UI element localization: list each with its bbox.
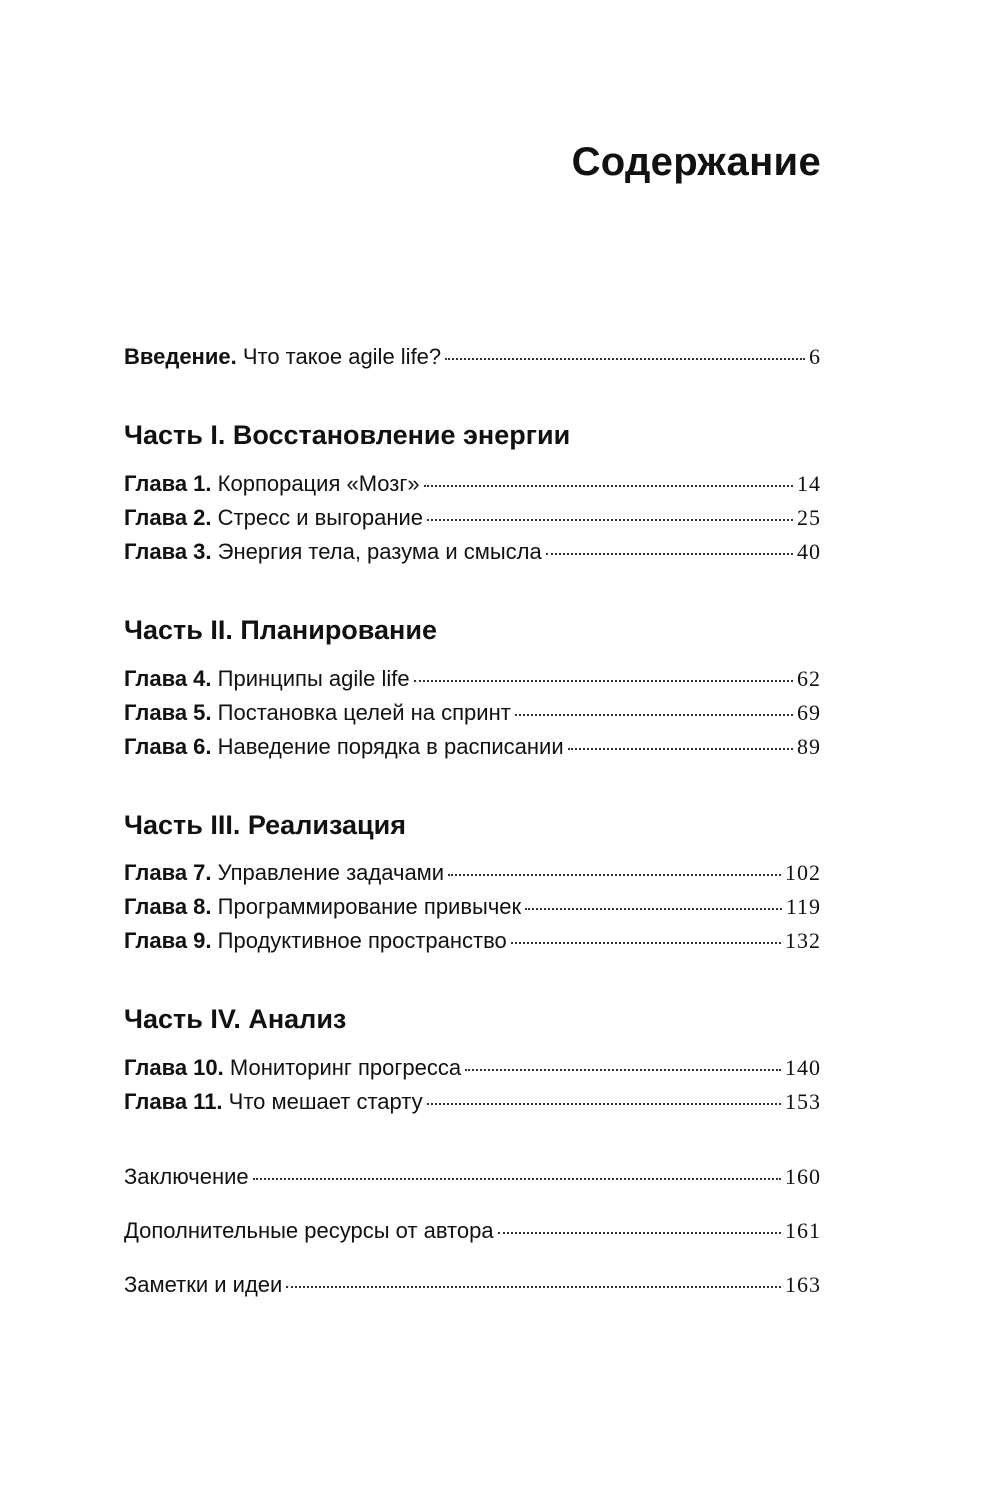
toc-entry-chapter-5[interactable] <box>124 696 821 730</box>
dot-leader <box>424 483 793 487</box>
entry-prefix: Глава 1. <box>124 471 212 496</box>
toc-entry-chapter-8[interactable] <box>124 890 821 924</box>
dot-leader <box>427 517 793 521</box>
dot-leader <box>253 1176 781 1180</box>
entry-page: 62 <box>797 666 821 691</box>
toc-entry-chapter-4[interactable] <box>124 662 821 696</box>
entry-page: 6 <box>809 344 821 369</box>
toc-entry-intro[interactable] <box>124 340 821 374</box>
toc-entry-chapter-1[interactable] <box>124 467 821 501</box>
toc-entry-resources[interactable] <box>124 1214 821 1248</box>
entry-title: Управление задачами <box>217 860 445 885</box>
dot-leader <box>525 906 782 910</box>
dot-leader <box>445 356 805 360</box>
toc-entry-chapter-3[interactable] <box>124 535 821 569</box>
entry-page: 161 <box>785 1218 821 1243</box>
entry-page: 89 <box>797 734 821 759</box>
entry-title: Постановка целей на спринт <box>217 700 511 725</box>
entry-prefix: Глава 11. <box>124 1089 223 1114</box>
entry-page: 25 <box>797 505 821 530</box>
entry-prefix: Введение. <box>124 344 237 369</box>
entry-page: 140 <box>785 1055 821 1080</box>
dot-leader <box>448 872 781 876</box>
entry-title: Дополнительные ресурсы от автора <box>124 1218 494 1243</box>
entry-prefix: Глава 4. <box>124 666 212 691</box>
toc-entry-chapter-2[interactable] <box>124 501 821 535</box>
entry-title: Что такое agile life? <box>242 344 442 369</box>
dot-leader <box>465 1067 781 1071</box>
entry-title: Заключение <box>124 1164 249 1189</box>
part-heading-1[interactable]: Часть I. Восстановление энергии <box>124 420 571 450</box>
toc-entry-chapter-6[interactable] <box>124 730 821 764</box>
entry-page: 69 <box>797 700 821 725</box>
dot-leader <box>546 551 793 555</box>
part-heading-4[interactable]: Часть IV. Анализ <box>124 1004 347 1034</box>
toc-entry-chapter-9[interactable] <box>124 924 821 958</box>
entry-page: 102 <box>785 860 821 885</box>
page-title: Содержание <box>571 140 821 184</box>
entry-title: Заметки и идеи <box>124 1272 283 1297</box>
entry-title: Принципы agile life <box>217 666 410 691</box>
part-heading-2[interactable]: Часть II. Планирование <box>124 615 437 645</box>
part-heading-3[interactable]: Часть III. Реализация <box>124 810 406 840</box>
dot-leader <box>286 1284 781 1288</box>
entry-title: Наведение порядка в расписании <box>217 734 564 759</box>
entry-page: 163 <box>785 1272 821 1297</box>
entry-page: 153 <box>785 1089 821 1114</box>
dot-leader <box>515 712 793 716</box>
dot-leader <box>498 1230 781 1234</box>
toc-entry-chapter-10[interactable] <box>124 1051 821 1085</box>
dot-leader <box>511 940 781 944</box>
dot-leader <box>414 678 793 682</box>
entry-prefix: Глава 3. <box>124 539 212 564</box>
entry-prefix: Глава 2. <box>124 505 212 530</box>
entry-prefix: Глава 10. <box>124 1055 224 1080</box>
entry-prefix: Глава 7. <box>124 860 212 885</box>
entry-page: 119 <box>785 894 821 919</box>
entry-title: Энергия тела, разума и смысла <box>217 539 542 564</box>
entry-page: 132 <box>785 928 821 953</box>
entry-title: Что мешает старту <box>228 1089 423 1114</box>
entry-page: 160 <box>785 1164 821 1189</box>
entry-page: 40 <box>797 539 821 564</box>
dot-leader <box>427 1101 781 1105</box>
toc-entry-chapter-11[interactable] <box>124 1085 821 1119</box>
entry-title: Стресс и выгорание <box>217 505 424 530</box>
entry-page: 14 <box>797 471 821 496</box>
entry-title: Программирование привычек <box>217 894 522 919</box>
entry-title: Продуктивное пространство <box>217 928 507 953</box>
toc-entry-conclusion[interactable] <box>124 1160 821 1194</box>
entry-title: Мониторинг прогресса <box>229 1055 462 1080</box>
entry-prefix: Глава 6. <box>124 734 212 759</box>
entry-prefix: Глава 5. <box>124 700 212 725</box>
entry-prefix: Глава 9. <box>124 928 212 953</box>
entry-prefix: Глава 8. <box>124 894 212 919</box>
dot-leader <box>568 746 793 750</box>
toc-entry-chapter-7[interactable] <box>124 856 821 890</box>
toc-entry-notes[interactable] <box>124 1268 821 1302</box>
entry-title: Корпорация «Мозг» <box>217 471 420 496</box>
